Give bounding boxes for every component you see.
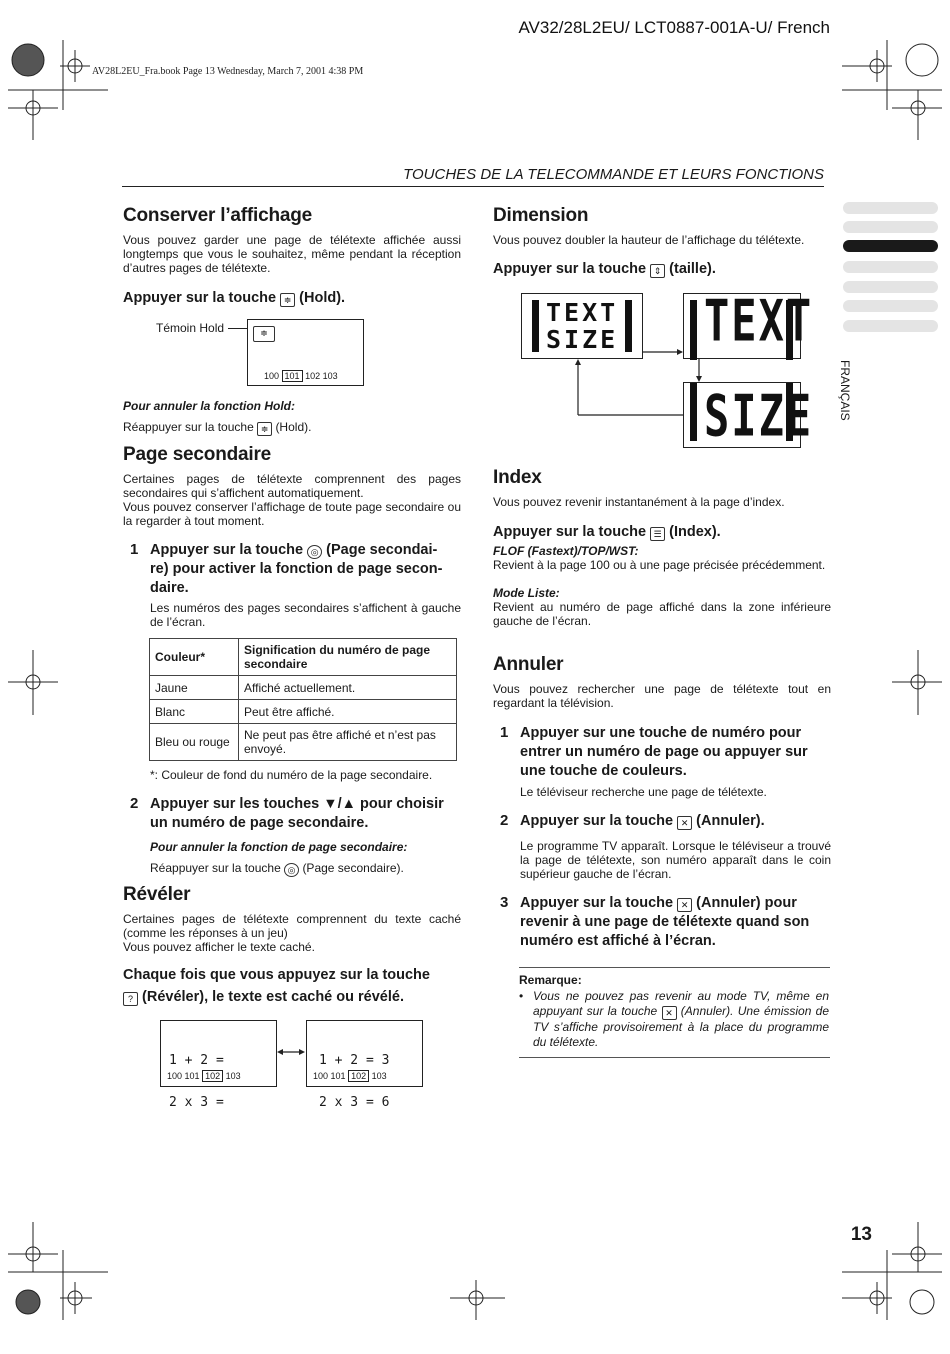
reveler-body1: Certaines pages de télétexte comprennent du texte caché (comme les réponses à un jeu) xyxy=(123,912,461,940)
step-text: (Page secondai- xyxy=(326,542,438,558)
instruction-key-text: (taille). xyxy=(669,261,716,277)
annuler-section xyxy=(493,654,831,710)
instruction-key-text: (Hold). xyxy=(299,290,346,306)
dimension-instruction xyxy=(493,260,831,279)
side-label-wrap xyxy=(834,360,854,440)
liste-text: Revient au numéro de page affiché dans la zone inférieure gauche de l’écran. xyxy=(493,600,831,628)
dimension-section xyxy=(493,205,831,279)
step-text: revenir à une page de télétexte quand son xyxy=(520,914,810,930)
index-section xyxy=(493,467,831,628)
subpage-key-icon: ◎ xyxy=(307,545,322,559)
table-cell: Ne peut pas être affiché et n’est pas envoyé. xyxy=(239,724,457,761)
step-text: une touche de couleurs. xyxy=(520,763,687,779)
step-text: Appuyer sur la touche xyxy=(150,542,304,558)
reveal-line: 1 + 2 = 3 xyxy=(319,1053,390,1068)
reveal-line: 2 x 3 = xyxy=(169,1095,224,1110)
hold-screen xyxy=(247,319,364,386)
hold-page-numbers xyxy=(264,371,338,381)
secondaire-title: Page secondaire xyxy=(123,444,272,465)
section-tab xyxy=(843,261,938,273)
remark-item xyxy=(519,989,830,1050)
annuler-step2-note: Le programme TV apparaît. Lorsque le téléviseur a trouvé la page de télétexte, son numéro apparaît dans le coin supérieur gauche de l’écran. xyxy=(520,839,831,881)
secondaire-step2 xyxy=(150,795,462,833)
index-key-icon: ☰ xyxy=(650,527,665,541)
step-text: (Annuler). xyxy=(696,813,765,829)
cancel-key-icon: ✕ xyxy=(677,898,692,912)
table-cell: Peut être affiché. xyxy=(239,700,457,724)
bar xyxy=(532,300,539,352)
page-num: 100 xyxy=(167,1071,183,1081)
left-column xyxy=(123,205,461,308)
annuler-step2 xyxy=(520,812,832,831)
running-title: TOUCHES DE LA TELECOMMANDE ET LEURS FONCTIONS xyxy=(122,166,824,187)
liste-title: Mode Liste: xyxy=(493,586,560,600)
hold-indicator-icon: ≑ xyxy=(253,326,275,342)
page-num-selected: 101 xyxy=(282,370,303,382)
remark-box xyxy=(519,967,830,1058)
annuler-title: Annuler xyxy=(493,654,564,675)
step-text: (Annuler) pour xyxy=(696,895,797,911)
instruction-text: Appuyer sur la touche xyxy=(493,261,647,277)
reveal-line: 1 + 2 = xyxy=(169,1053,224,1068)
instruction-text: Appuyer sur la touche xyxy=(493,524,647,540)
table-row xyxy=(150,676,457,700)
book-line: AV28L2EU_Fra.book Page 13 Wednesday, March 7, 2001 4:38 PM xyxy=(92,66,364,77)
secondaire-body1: Certaines pages de télétexte comprennent des pages secondaires qui s’affichent automatiquement. xyxy=(123,472,461,500)
size-key-icon: ⇕ xyxy=(650,264,665,278)
reveler-instr2-wrap xyxy=(123,988,461,1007)
cancel-text: Réappuyer sur la touche xyxy=(123,420,254,434)
table-header-row xyxy=(150,639,457,676)
table-cell: Affiché actuellement. xyxy=(239,676,457,700)
step-text: Appuyer sur les touches ▼/▲ pour choisir xyxy=(150,796,444,812)
conserver-body: Vous pouvez garder une page de télétexte affichée aussi longtemps que vous le souhaitez, même pendant la réception d’autres pages de télétexte. xyxy=(123,233,461,275)
secondaire-section xyxy=(123,444,461,528)
page-num: 103 xyxy=(371,1071,387,1081)
instruction-text: Appuyer sur la touche xyxy=(123,290,277,306)
annuler-step3 xyxy=(520,894,832,951)
hold-cancel-text xyxy=(123,420,461,436)
page-num-selected: 102 xyxy=(348,1070,369,1082)
text-size-word1-large: TEXT xyxy=(704,288,814,355)
page-num: 101 xyxy=(330,1071,346,1081)
index-instruction xyxy=(493,523,831,542)
table-header-cell: Couleur* xyxy=(150,639,239,676)
reveal-key-icon: ? xyxy=(123,992,138,1006)
step-text: Appuyer sur la touche xyxy=(520,813,674,829)
table-row xyxy=(150,700,457,724)
side-label: FRANÇAIS xyxy=(838,360,852,421)
text-size-word2-large: SIZE xyxy=(704,383,814,450)
reveal-text xyxy=(319,1026,389,1138)
step-number: 1 xyxy=(130,541,139,558)
toggle-arrow-icon xyxy=(277,1046,305,1058)
bullet: • xyxy=(519,989,524,1003)
model-line: AV32/28L2EU/ LCT0887-001A-U/ French xyxy=(518,18,830,37)
cancel-text: Réappuyer sur la touche xyxy=(150,861,281,875)
text-size-flow-arrows xyxy=(560,340,710,420)
page-num: 100 xyxy=(264,371,280,381)
cancel-key-text: (Page secondaire). xyxy=(302,861,404,875)
step-text: entrer un numéro de page ou appuyer sur xyxy=(520,744,808,760)
step-text: Appuyer sur une touche de numéro pour xyxy=(520,725,802,741)
reveler-instr2: (Révéler), le texte est caché ou révélé. xyxy=(142,989,404,1005)
reveler-section xyxy=(123,884,461,1007)
annuler-step1 xyxy=(520,724,832,781)
section-tab xyxy=(843,320,938,332)
instruction-key-text: (Index). xyxy=(669,524,721,540)
remark-text-b: (Annuler). Une émission de TV s’affiche provisoirement à la place du programme du télétexte. xyxy=(533,1004,830,1049)
reveal-line: 2 x 3 = 6 xyxy=(319,1095,390,1110)
reveler-body2: Vous pouvez afficher le texte caché. xyxy=(123,940,315,954)
text-size-word2: SIZE xyxy=(546,325,619,354)
section-tab xyxy=(843,221,938,233)
text-size-word1: TEXT xyxy=(546,298,619,327)
step-text: un numéro de page secondaire. xyxy=(150,815,369,831)
flof-text: Revient à la page 100 ou à une page précisée précédemment. xyxy=(493,558,826,572)
step-number: 2 xyxy=(500,812,509,829)
cancel-key-icon: ✕ xyxy=(662,1006,677,1020)
page-num: 103 xyxy=(322,371,338,381)
hold-label: Témoin Hold xyxy=(156,321,225,335)
page-num: 101 xyxy=(184,1071,200,1081)
flof-title: FLOF (Fastext)/TOP/WST: xyxy=(493,544,639,558)
cancel-key-text: (Hold). xyxy=(275,420,312,434)
table-footnote: *: Couleur de fond du numéro de la page secondaire. xyxy=(150,768,433,782)
reveler-title: Révéler xyxy=(123,884,191,905)
remark-text xyxy=(533,989,829,1050)
reveal-screen-shown xyxy=(306,1020,423,1110)
secondaire-cancel-text xyxy=(150,861,462,877)
secondaire-cancel xyxy=(150,840,462,877)
reveal-page-numbers xyxy=(167,1071,241,1081)
annuler-body: Vous pouvez rechercher une page de télétexte tout en regardant la télévision. xyxy=(493,682,831,710)
table-cell: Jaune xyxy=(150,676,239,700)
index-title: Index xyxy=(493,467,542,488)
step-number: 3 xyxy=(500,894,509,911)
secondaire-cancel-title: Pour annuler la fonction de page secondaire: xyxy=(150,840,408,854)
table-cell: Blanc xyxy=(150,700,239,724)
step-text: numéro est affiché à l’écran. xyxy=(520,933,716,949)
reveal-screen-hidden xyxy=(160,1020,277,1110)
table-header-cell: Signification du numéro de page secondaire xyxy=(239,639,457,676)
table-cell: Bleu ou rouge xyxy=(150,724,239,761)
index-body: Vous pouvez revenir instantanément à la page d’index. xyxy=(493,495,785,509)
section-tab-active xyxy=(843,240,938,252)
page-number: 13 xyxy=(850,1224,872,1245)
remark-text-a: Vous ne pouvez pas revenir au mode TV, même en appuyant sur la touche xyxy=(533,989,829,1018)
table-row xyxy=(150,724,457,761)
color-meaning-table xyxy=(149,638,457,761)
reveal-text xyxy=(169,1026,224,1138)
section-tab xyxy=(843,202,938,214)
secondaire-body2: Vous pouvez conserver l’affichage de toute page secondaire ou la regarder à tout moment. xyxy=(123,500,461,528)
conserver-instruction xyxy=(123,289,461,308)
page-num: 100 xyxy=(313,1071,329,1081)
step-number: 1 xyxy=(500,724,509,741)
page-num: 103 xyxy=(225,1071,241,1081)
subpage-key-icon: ◎ xyxy=(284,863,299,877)
hold-key-icon: ≑ xyxy=(257,422,272,436)
step-text: re) pour activer la fonction de page secon- xyxy=(150,561,443,577)
dimension-title: Dimension xyxy=(493,205,589,226)
hold-cancel-title: Pour annuler la fonction Hold: xyxy=(123,399,295,413)
hold-cancel xyxy=(123,399,461,436)
secondaire-step1 xyxy=(150,541,462,598)
page-num: 102 xyxy=(305,371,321,381)
step-text: Appuyer sur la touche xyxy=(520,895,674,911)
remark-title: Remarque: xyxy=(519,973,582,987)
conserver-title: Conserver l’affichage xyxy=(123,205,313,226)
dimension-body: Vous pouvez doubler la hauteur de l’affichage du télétexte. xyxy=(493,233,805,247)
cancel-key-icon: ✕ xyxy=(677,816,692,830)
step-number: 2 xyxy=(130,795,139,812)
secondaire-step1-note: Les numéros des pages secondaires s’affichent à gauche de l’écran. xyxy=(150,601,461,629)
step-text: daire. xyxy=(150,580,189,596)
annuler-step1-note: Le téléviseur recherche une page de télétexte. xyxy=(520,785,767,799)
reveal-page-numbers xyxy=(313,1071,387,1081)
section-tab xyxy=(843,300,938,312)
section-tab xyxy=(843,281,938,293)
page-num-selected: 102 xyxy=(202,1070,223,1082)
hold-key-icon: ≑ xyxy=(280,293,295,307)
reveler-instr1: Chaque fois que vous appuyez sur la touche xyxy=(123,967,430,983)
